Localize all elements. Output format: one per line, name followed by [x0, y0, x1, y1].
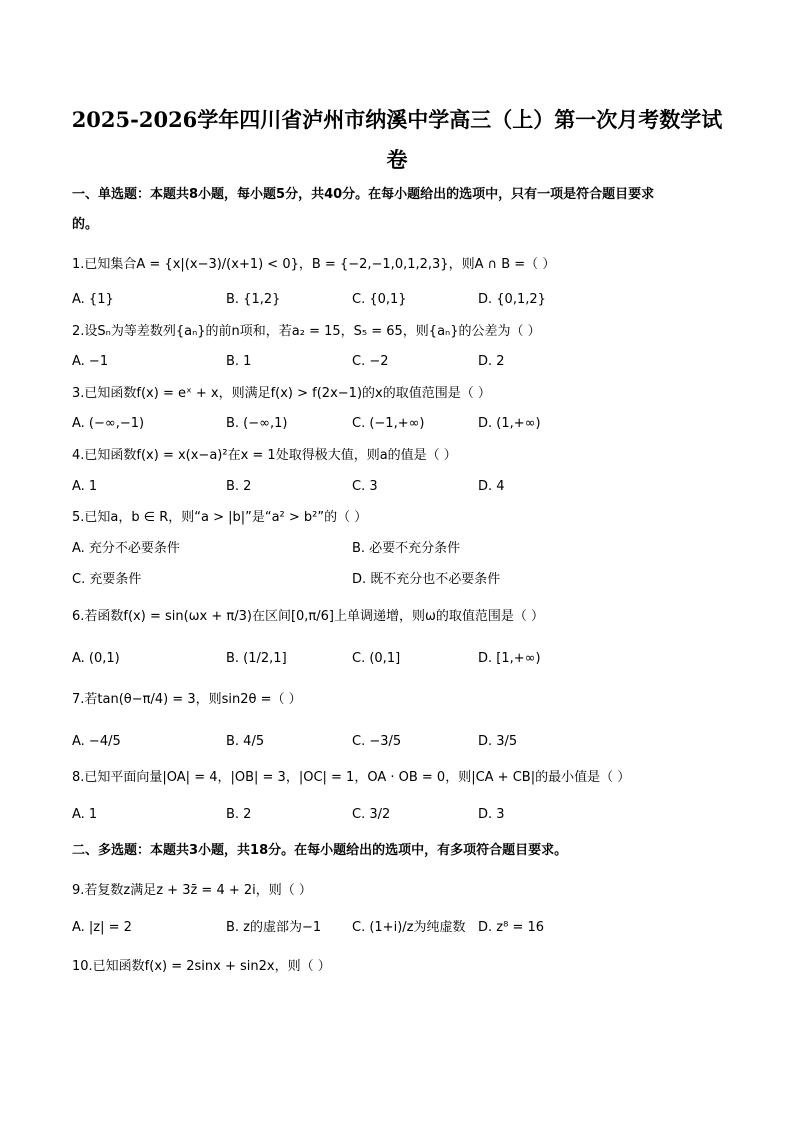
option-a: A. (−∞,−1) — [72, 416, 145, 431]
option-c: C. −2 — [352, 354, 389, 369]
question-5-options-row2 — [72, 570, 732, 590]
option-d: D. 2 — [478, 354, 505, 369]
option-d: D. (1,+∞) — [478, 416, 541, 431]
option-a: A. 1 — [72, 807, 98, 822]
option-d: D. 既不充分也不必要条件 — [352, 572, 501, 587]
option-d: D. [1,+∞) — [478, 651, 541, 666]
question-2-options — [72, 352, 732, 372]
question-10: 10.已知函数f(x) = 2sinx + sin2x，则（ ） — [72, 959, 331, 974]
option-b: B. z的虚部为−1 — [226, 920, 322, 935]
option-b: B. (1/2,1] — [226, 651, 287, 666]
question-6: 6.若函数f(x) = sin(ωx + π/3)在区间[0,π/6]上单调递增，则ω的取值范围是（ ） — [72, 609, 544, 624]
option-b: B. (−∞,1) — [226, 416, 288, 431]
option-d: D. 3 — [478, 807, 505, 822]
section-heading-single-choice: 一、单选题：本题共8小题，每小题5分，共40分。在每小题给出的选项中，只有一项是符合题目要求 — [72, 187, 655, 202]
option-d: D. 4 — [478, 479, 505, 494]
option-c: C. (1+i)/z为纯虚数 — [352, 920, 466, 935]
question-4: 4.已知函数f(x) = x(x−a)²在x = 1处取得极大值，则a的值是（ ） — [72, 448, 457, 463]
option-a: A. |z| = 2 — [72, 920, 132, 935]
option-c: C. 3 — [352, 479, 378, 494]
option-d: D. {0,1,2} — [478, 292, 546, 307]
option-c: C. (−1,+∞) — [352, 416, 425, 431]
option-d: D. z⁸ = 16 — [478, 920, 545, 935]
option-b: B. 必要不充分条件 — [352, 541, 461, 556]
question-7: 7.若tan(θ−π/4) = 3，则sin2θ =（ ） — [72, 692, 302, 707]
question-8: 8.已知平面向量|OA| = 4，|OB| = 3，|OC| = 1，OA · OB = 0，则|CA + CB|的最小值是（ ） — [72, 770, 631, 785]
option-a: A. 1 — [72, 479, 98, 494]
question-1: 1.已知集合A = {x|(x−3)/(x+1) < 0}，B = {−2,−1,0,1,2,3}，则A ∩ B =（ ） — [72, 257, 556, 272]
option-a: A. (0,1) — [72, 651, 120, 666]
question-2: 2.设Sₙ为等差数列{aₙ}的前n项和，若a₂ = 15，S₅ = 65，则{aₙ}的公差为（ ） — [72, 324, 541, 339]
option-c: C. 充要条件 — [72, 572, 142, 587]
question-4-options — [72, 477, 732, 497]
question-6-options — [72, 649, 732, 669]
option-d: D. 3/5 — [478, 734, 518, 749]
option-c: C. −3/5 — [352, 734, 402, 749]
option-a: A. 充分不必要条件 — [72, 541, 180, 556]
question-9-options — [72, 918, 732, 938]
page-title-continued: 卷 — [386, 147, 408, 172]
question-5-options-row1 — [72, 539, 732, 559]
question-9: 9.若复数z满足z + 3z̄ = 4 + 2i，则（ ） — [72, 883, 312, 898]
option-b: B. 2 — [226, 479, 252, 494]
section-heading-multiple-choice: 二、多选题：本题共3小题，共18分。在每小题给出的选项中，有多项符合题目要求。 — [72, 843, 568, 858]
question-5: 5.已知a，b ∈ R，则“a > |b|”是“a² > b²”的（ ） — [72, 510, 368, 525]
section-heading-single-choice-continued: 的。 — [72, 217, 99, 232]
option-b: B. 4/5 — [226, 734, 265, 749]
question-7-options — [72, 732, 732, 752]
question-8-options — [72, 805, 732, 825]
option-a: A. −1 — [72, 354, 109, 369]
question-1-options — [72, 290, 732, 310]
option-a: A. {1} — [72, 292, 114, 307]
option-c: C. 3/2 — [352, 807, 391, 822]
option-a: A. −4/5 — [72, 734, 121, 749]
option-b: B. 2 — [226, 807, 252, 822]
question-3-options — [72, 414, 732, 434]
option-b: B. {1,2} — [226, 292, 281, 307]
option-c: C. (0,1] — [352, 651, 401, 666]
option-b: B. 1 — [226, 354, 252, 369]
option-c: C. {0,1} — [352, 292, 407, 307]
page-title: 2025-2026学年四川省泸州市纳溪中学高三（上）第一次月考数学试 — [71, 107, 723, 132]
question-3: 3.已知函数f(x) = eˣ + x，则满足f(x) > f(2x−1)的x的取值范围是（ ） — [72, 386, 491, 401]
